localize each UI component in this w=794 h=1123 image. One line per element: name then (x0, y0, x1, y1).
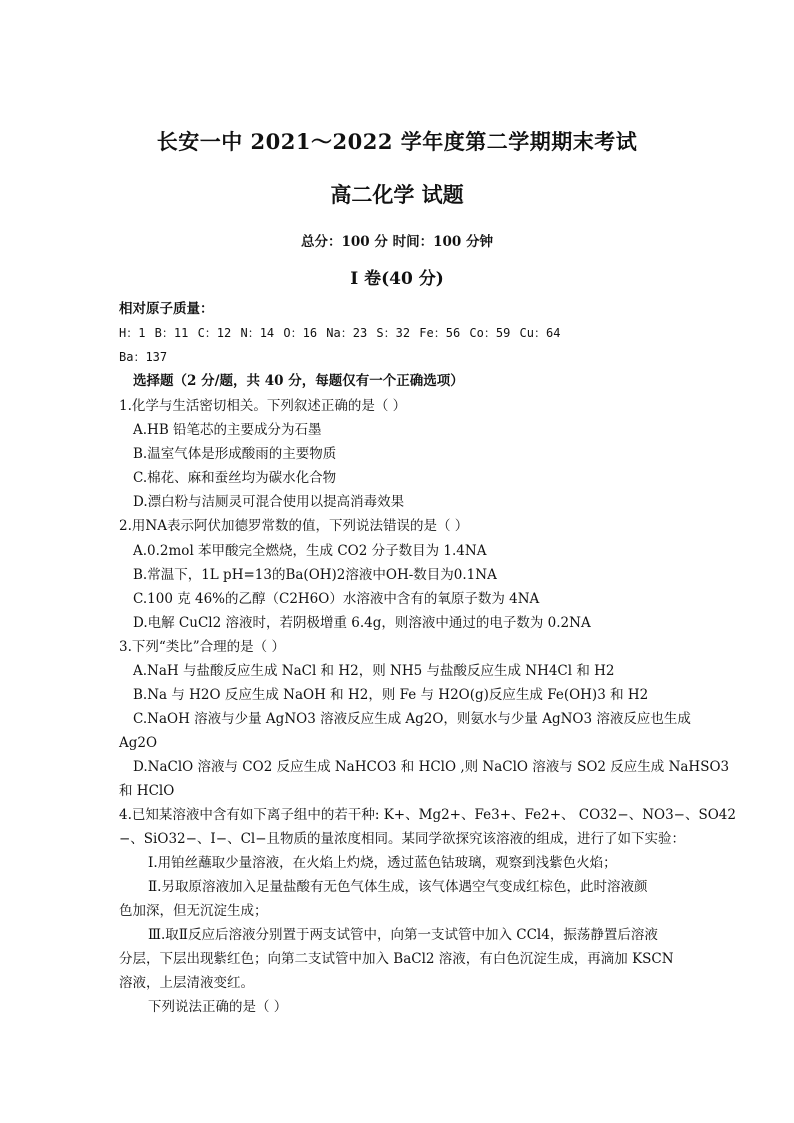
q2-option-c: C.100 克 46%的乙醇（C2H6O）水溶液中含有的氧原子数为 4NA (133, 591, 540, 607)
q4-experiment-2: Ⅱ.另取原溶液加入足量盐酸有无色气体生成，该气体遇空气变成红棕色，此时溶液颜 (148, 879, 648, 895)
q4-stem-cont: −、SiO32−、I−、Cl−且物质的量浓度相同。某同学欲探究该溶液的组成，进行了如下实验： (119, 831, 686, 847)
exam-meta: 总分：100 分 时间：100 分钟 (301, 234, 493, 250)
q3-option-d-cont: 和 HClO (119, 783, 175, 799)
q3-option-c: C.NaOH 溶液与少量 AgNO3 溶液反应生成 Ag2O，则氨水与少量 AgNO3 溶液反应也生成 (133, 711, 691, 727)
q4-stem: 4.已知某溶液中含有如下离子组中的若干种: K+、Mg2+、Fe3+、Fe2+、 CO32−、NO3−、SO42 (119, 807, 736, 823)
q2-option-d: D.电解 CuCl2 溶液时，若阴极增重 6.4g，则溶液中通过的电子数为 0.2NA (133, 615, 591, 631)
atomic-mass-line-2: Ba：137 (119, 350, 168, 364)
q1-option-b: B.温室气体是形成酸雨的主要物质 (133, 446, 337, 462)
q4-experiment-3: Ⅲ.取Ⅱ反应后溶液分别置于两支试管中，向第一支试管中加入 CCl4，振荡静置后溶液 (148, 927, 658, 943)
q4-question: 下列说法正确的是（ ） (148, 999, 288, 1015)
q2-option-a: A.0.2mol 苯甲酸完全燃烧，生成 CO2 分子数目为 1.4NA (133, 543, 487, 559)
q3-option-d: D.NaClO 溶液与 CO2 反应生成 NaHCO3 和 HClO ,则 NaClO 溶液与 SO2 反应生成 NaHSO3 (133, 759, 730, 775)
q3-option-c-cont: Ag2O (119, 735, 158, 751)
exam-subtitle: 高二化学 试题 (330, 182, 464, 207)
q3-option-a: A.NaH 与盐酸反应生成 NaCl 和 H2，则 NH5 与盐酸反应生成 NH4Cl 和 H2 (133, 663, 615, 679)
atomic-mass-heading: 相对原子质量： (119, 301, 214, 317)
exam-title: 长安一中 2021～2022 学年度第二学期期末考试 (156, 129, 638, 154)
q2-stem: 2.用NA表示阿伏加德罗常数的值，下列说法错误的是（ ） (119, 518, 469, 534)
section-title: I 卷(40 分) (350, 269, 444, 289)
q3-option-b: B.Na 与 H2O 反应生成 NaOH 和 H2，则 Fe 与 H2O(g)反应生成 Fe(OH)3 和 H2 (133, 687, 649, 703)
atomic-mass-line-1: H：1 B：11 C：12 N：14 O：16 Na：23 S：32 Fe：56 Co：59 Cu：64 (119, 326, 561, 340)
q2-option-b: B.常温下，1L pH=13的Ba(OH)2溶液中OH-数目为0.1NA (133, 567, 497, 583)
q4-experiment-1: Ⅰ.用铂丝蘸取少量溶液，在火焰上灼烧，透过蓝色钴玻璃，观察到浅紫色火焰； (148, 855, 617, 871)
q1-option-d: D.漂白粉与洁厕灵可混合使用以提高消毒效果 (133, 494, 405, 510)
q4-experiment-3-end: 溶液，上层清液变红。 (119, 975, 254, 991)
q4-experiment-3-cont: 分层，下层出现紫红色；向第二支试管中加入 BaCl2 溶液，有白色沉淀生成，再滴加 KSCN (119, 951, 674, 967)
q1-stem: 1.化学与生活密切相关。下列叙述正确的是（ ） (119, 398, 407, 414)
q1-option-a: A.HB 铅笔芯的主要成分为石墨 (133, 422, 322, 438)
q3-stem: 3.下列“类比”合理的是（ ） (119, 639, 285, 655)
q4-experiment-2-cont: 色加深，但无沉淀生成； (119, 903, 268, 919)
q1-option-c: C.棉花、麻和蚕丝均为碳水化合物 (133, 470, 337, 486)
instructions: 选择题（2 分/题，共 40 分，每题仅有一个正确选项） (133, 373, 464, 389)
